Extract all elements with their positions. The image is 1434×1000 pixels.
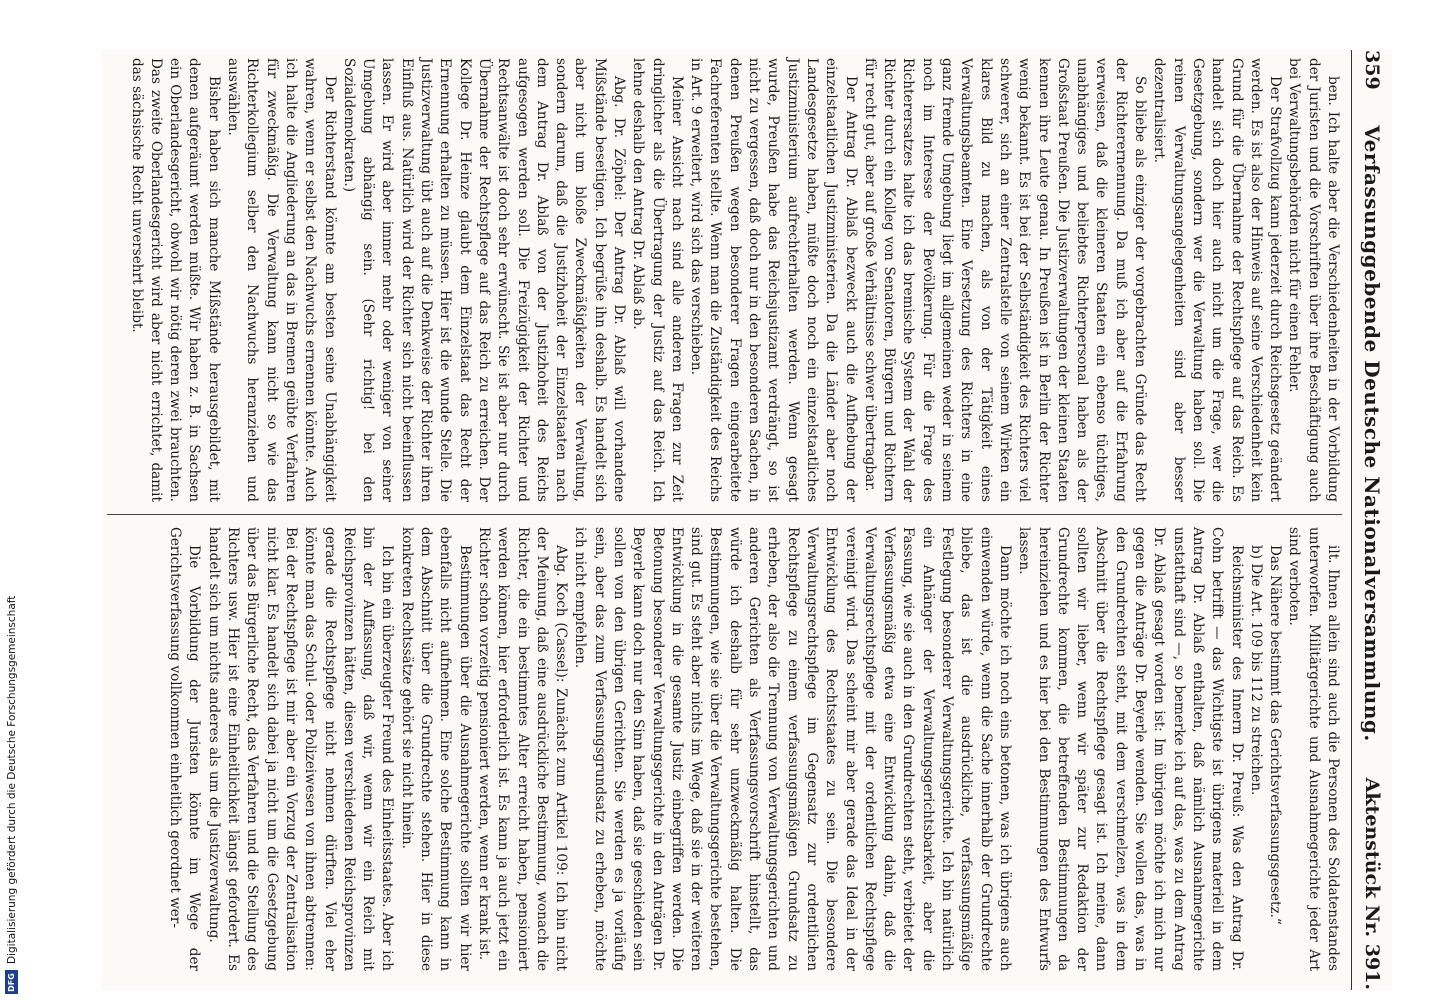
paragraph: Der Strafvollzug kann jederzeit durch Reichsgesetz geändert werden. Es ist also der Hinweis auf seine Verschiedenheit kein Grund für die Übernahme der Rechtspflege auf das Reich. Es handelt sich doch hier auch nicht um die Frage, wer die Gesetzgebung, sondern wer die Verwaltung haben soll. Die reinen Verwaltungsangelegenheiten sind aber besser dezentralisiert. bbox=[1151, 58, 1284, 502]
document-number: Aktenstück Nr. 391. bbox=[1361, 777, 1383, 990]
paragraph: Ich bin ein überzeugter Freund des Einheitsstaates. Aber ich bin der Auffassung, daß wir, wenn wir ein Reich mit Reichsprovinzen hätten, diesen verschiedenen Reichsprovinzen gerade die Rechtspflege nicht nehmen dürften. Viel eher könnte man das Schul- oder Polizeiwesen von ihnen abtrennen: Bei der Rechtspflege ist mir aber ein Vorzug der Zentralisation nicht klar. Es handelt sich dabei ja nicht um die Gesetzgebung über das Bürgerliche Recht, das Verfahren und die Stellung des Richters usw. Hier ist eine Einheitlichkeit längst gefordert. Es handelt sich um nichts anderes als um die Justizverwaltung. bbox=[205, 527, 396, 971]
paragraph: Der Antrag Dr. Ablaß bezweckt auch die Aufhebung der einzelstaatlichen Justizministerien. Da die Länder aber noch Landesgesetze haben, müßte doch noch ein einzelstaatliches Justizministerium aufrechterhalten werden. Wenn gesagt wurde, Preußen habe das Reichsjustizamt verdrängt, so ist nicht zu vergessen, daß doch nur in den besonderen Sachen, in denen Preußen wegen besonderer Fragen eingearbeitete Fachreferenten stellte. Wenn man die Zuständigkeit des Reichs in Art. 9 erweitert, wird sich das verschieben. bbox=[688, 58, 859, 502]
paragraph: Bestimmungen über die Ausnahmegerichte sollten wir hier ebenfalls nicht aufnehmen. Eine solche Bestimmung kann in dem Abschnitt über die Grundrechte stehen. Hier in diese konkreten Rechtssätze gehört sie nicht hinein. bbox=[398, 527, 473, 971]
paragraph: So bliebe als einziger der vorgebrachten Gründe das Recht der Richterernennung. Da muß ich aber auf die Erfahrung verweisen, daß die kleineren Staaten ein ebenso tüchtiges, unabhängiges und beliebtes Richterpersonal haben als der Großstaat Preußen. Die Justizverwaltungen der kleinen Staaten kennen ihre Leute genau. In Preußen ist in Berlin der Richter wenig bekannt. Es ist bei der Selbständigkeit des Richters viel schwerer, sich an einer Zentralstelle von seinem Wirken ein klares Bild zu machen, als von der Tätigkeit eines Verwaltungsbeamten. Eine Versetzung des Richters in eine ganz fremde Umgebung liegt im allgemeinen weder in seinem noch im Interesse der Bevölkerung. Für die Frage des Richterersatzes halte ich das bremische System der Wahl der Richter durch ein Kolleg von Senatoren, Bürgern und Richtern für recht gut, aber auf große Verhältnisse schwer übertragbar. bbox=[861, 58, 1149, 502]
paragraph: ben. Ich halte aber die Verschiedenheiten in der Vorbildung der Juristen und die Vorschriften über ihre Beschäftigung auch bei Verwaltungsbehörden nicht für einen Fehler. bbox=[1286, 58, 1341, 502]
text-columns bbox=[107, 50, 1342, 990]
paragraph: b) Die Art. 109 bis 112 zu streichen. bbox=[1247, 545, 1264, 796]
paragraph: Abg. Koch (Cassel): Zunächst zum Artikel 109: Ich bin nicht der Meinung, daß eine ausdrückliche Bestimmung, wonach die Richter, die ein bestimmtes Alter erreicht haben, pensioniert werden können, hier erforderlich ist. Es kann ja auch jetzt ein Richter schon vorzeitig pensioniert werden, wenn er krank ist. bbox=[475, 527, 570, 971]
column-divider bbox=[107, 514, 1342, 515]
page-header bbox=[1351, 50, 1392, 990]
running-title: Verfassunggebende Deutsche Nationalversammlung. bbox=[1360, 125, 1384, 742]
paragraph: Dann möchte ich noch eins betonen, was ich übrigens auch einwenden würde, wenn die Sache innerhalb der Grundrechte bliebe, das ist die ausdrückliche, verfassungsmäßige Festlegung besonderer Verwaltungsgerichte. Ich bin natürlich ein Anhänger der Verwaltungsgerichtsbarkeit, aber die Fassung, wie sie auch in den Grundrechten steht, verbietet der Verfassungsmäßig etwa eine Entwicklung dahin, daß die Verwaltungsrechtspflege mit der ordentlichen Rechtspflege vereinigt wird. Das scheint mir aber gerade das Ideal in der Entwicklung des Rechtsstaates zu sein. Die besondere Verwaltungsrechtspflege im Gegensatz zur ordentlichen Rechtspflege zu einem verfassungsmäßigen Grundsatz zu erheben, der also die Trennung von Verwaltungsgerichten und anderen Gerichten als Verfassungsvorschrift hinstellt, das würde ich deshalb für sehr unzweckmäßig halten. Die Bestimmungen, wie sie über die Verwaltungsgerichte bestehen, sind gut. Es steht aber nichts im Wege, daß sie in der weiteren Entwicklung in die gesamte Justiz einbegriffen werden. Die Betonung besonderer Verwaltungsgerichte in den Anträgen Dr. Beyerle kann doch nur den Sinn haben, daß sie geschieden sein sollen von den übrigen Gerichten. Sie werden es ja vorläufig sein, aber das zum Verfassungsgrundsatz zu erheben, möchte ich nicht empfehlen. bbox=[572, 527, 1013, 971]
dfg-logo-text: DFG bbox=[7, 972, 17, 992]
paragraph: Die Vorbildung der Juristen könnte im Wege der Gerichtsverfassung vollkommen einheitlich geordnet wer- bbox=[167, 527, 203, 971]
paragraph: Reichsminister des Innern Dr. Preuß: Was den Antrag Dr. Cohn betrifft — das Wichtigste ist übrigens materiell in dem Antrag Dr. Ablaß enthalten, daß nämlich Ausnahmegerichte unstatthaft sind —, so bemerke ich auf das, was zu dem Antrag Dr. Ablaß gesagt worden ist: Im übrigen möchte ich mich nur gegen die Anträge Dr. Beyerle wenden. Sie wollen das, was in den Grundrechten steht, mit dem verschmelzen, was in dem Abschnitt über die Rechtspflege gesagt ist. Ich meine, dann sollten wir lieber, wenn wir später zur Redaktion der Grundrechte kommen, die betreffenden Bestimmungen da hereinziehen und es hier bei den Bestimmungen des Entwurfs lassen. bbox=[1016, 527, 1245, 971]
column-right bbox=[107, 519, 1342, 979]
paragraph: Meiner Ansicht nach sind alle anderen Fragen zur Zeit dringlicher als die Übertragung der Justiz auf das Reich. Ich lehne deshalb den Antrag Dr. Ablaß ab. bbox=[630, 58, 685, 502]
column-left bbox=[107, 50, 1342, 510]
paragraph: Abg. Dr. Zöphel: Der Antrag Dr. Ablaß will vorhandene Mißstände beseitigen. Ich begrüße ihn deshalb. Es handelt sich aber nicht um bloße Zweckmäßigkeiten der Verwaltung, sondern darum, daß die Justizhoheit der Einzelstaaten nach dem Antrag Dr. Ablaß von der Justizhoheit des Reichs aufgesogen werden soll. Die Freizügigkeit der Richter und Rechtsanwälte ist doch sehr erwünscht. Sie ist aber nur durch Übernahme der Rechtspflege auf das Reich zu erreichen. Der Kollege Dr. Heinze glaubt dem Einzelstaat das Recht der Ernennung erhalten zu müssen. Hier ist die wunde Stelle. Die Justizverwaltung übt auch auf die Denkweise der Richter ihren Einfluß aus. Natürlich wird der Richter sich nicht beeinflussen lassen. Er wird aber immer mehr oder weniger von seiner Umgebung abhängig sein. (Sehr richtig! bei den Sozialdemokraten.) bbox=[340, 58, 628, 502]
paragraph: Bisher haben sich manche Mißstände herausgebildet, mit denen aufgeräumt werden müßte. Wir haben z. B. in Sachsen ein Oberlandesgericht, obwohl wir nötig deren zwei brauchten. Das zweite Oberlandesgericht wird aber nicht errichtet, damit das sächsische Recht unversehrt bleibt. bbox=[128, 58, 222, 502]
dfg-logo bbox=[5, 970, 18, 994]
paragraph: ilt. Ihnen allein sind auch die Personen des Soldatenstandes unterworfen. Militärgerichte und Ausnahmegerichte jeder Art sind verboten. bbox=[1286, 527, 1341, 971]
digitization-note: Digitalisierung gefördert durch die Deutsche Forschungsgemeinschaft bbox=[6, 595, 18, 964]
paragraph: Der Richterstand könnte am besten seine Unabhängigkeit wahren, wenn er selbst den Nachwuchs ernennen könnte. Auch ich halte die Angliederung an das in Bremen geübte Verfahren für zweckmäßig. Die Verwaltung kann nicht so wie das Richterkollegium selber den Nachwuchs heranziehen und auswählen. bbox=[225, 58, 338, 502]
page-number: 359 bbox=[1361, 50, 1383, 90]
digitization-footer bbox=[4, 4, 20, 994]
document-page bbox=[102, 50, 1392, 990]
paragraph: Das Nähere bestimmt das Gerichtsverfassungsgesetz.“ bbox=[1267, 545, 1284, 925]
